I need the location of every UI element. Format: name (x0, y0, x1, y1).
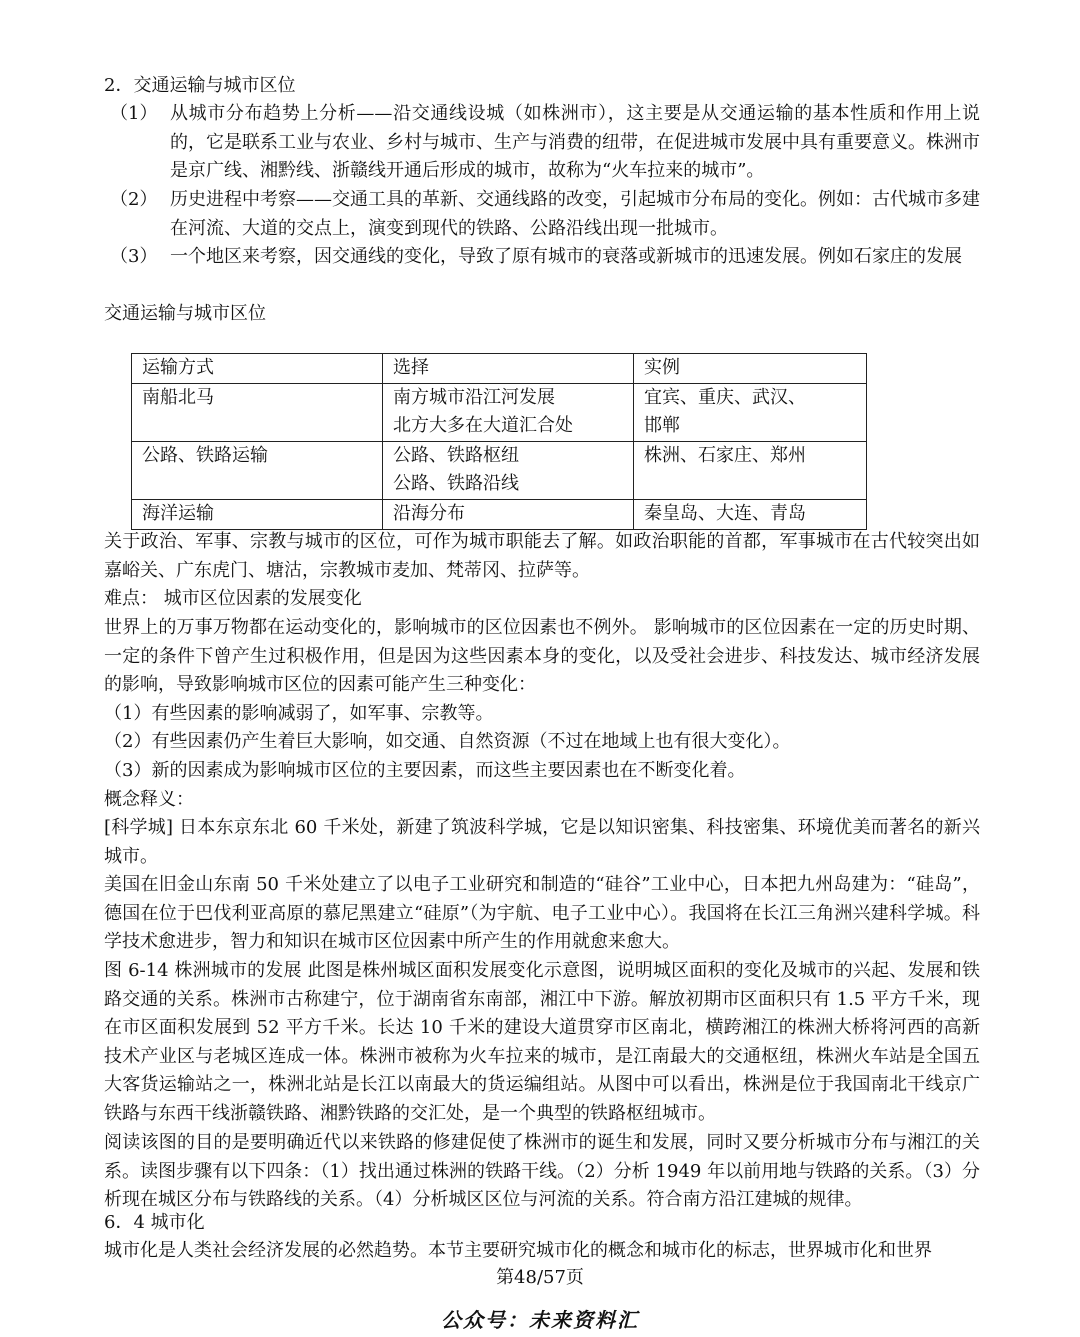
table-cell-mode (132, 383, 383, 441)
cell-text: 公路、铁路沿线 (393, 473, 519, 495)
table-row (132, 383, 867, 441)
cell-text: 邯郸 (644, 415, 680, 437)
paragraph-science-city: [科学城] 日本东京东北 60 千米处，新建了筑波科学城，它是以知识密集、科技密集、环境优美而著名的新兴城市。 (104, 817, 980, 867)
table-header-row (132, 354, 867, 384)
table-cell-mode (132, 441, 383, 499)
list-item-number: （3） (110, 246, 158, 267)
table-header-cell: 运输方式 (132, 354, 383, 384)
transport-location-table (131, 353, 867, 530)
list-item (104, 243, 980, 300)
section-heading: 6．4 城市化 (104, 1212, 205, 1233)
page-number: 第48/57页 (496, 1267, 584, 1288)
list-item (104, 100, 980, 186)
table-cell-choice (383, 441, 634, 499)
section-heading: 2．交通运输与城市区位 (104, 75, 296, 96)
list-item-number: （2） (110, 189, 158, 210)
cell-text: 秦皇岛、大连、青岛 (644, 502, 806, 524)
paragraph-reading: 阅读该图的目的是要明确近代以来铁路的修建促使了株洲市的诞生和发展，同时又要分析城市分布与湘江的关系。读图步骤有以下四条：（1）找出通过株洲的铁路干线。（2）分析 1949 年以前用地与铁路的关系。（3）分析现在城区分布与铁路线的关系。（4）分析城区区位与河流的关系。符合南方沿江建城的规律。 (104, 1132, 980, 1211)
cell-text: 宜宾、重庆、武汉、 (644, 386, 806, 408)
change-item: （1）有些因素的影响减弱了，如军事、宗教等。 (104, 703, 494, 724)
paragraph-urbanization: 城市化是人类社会经济发展的必然趋势。本节主要研究城市化的概念和城市化的标志，世界城市化和世界 (104, 1240, 932, 1261)
cell-text: 公路、铁路枢纽 (393, 444, 519, 466)
table-header-cell: 选择 (383, 354, 634, 384)
table-row (132, 499, 867, 529)
paragraph-figure: 图 6-14 株洲城市的发展 此图是株州城区面积发展变化示意图，说明城区面积的变化及城市的兴起、发展和铁路交通的关系。株洲市古称建宁，位于湖南省东南部，湘江中下游。解放初期市区面积只有 1.5 平方千米，现在市区面积发展到 52 平方千米。长达 10 千米的建设大道贯穿市区南北，横跨湘江的株洲大桥将河西的高新技术产业区与老城区连成一体。株洲市被称为火车拉来的城市，是江南最大的交通枢纽，株洲火车站是全国五大客货运输站之一，株洲北站是长江以南最大的货运编组站。从图中可以看出，株洲是位于我国南北干线京广铁路与东西干线浙赣铁路、湘黔铁路的交汇处，是一个典型的铁路枢纽城市。 (104, 960, 980, 1124)
table-cell-choice (383, 383, 634, 441)
table-row (132, 441, 867, 499)
change-item: （3）新的因素成为影响城市区位的主要因素，而这些主要因素也在不断变化着。 (104, 760, 746, 781)
cell-text: 南方城市沿江河发展 (393, 386, 555, 408)
concept-heading: 概念释义： (104, 789, 194, 810)
table-cell-example (634, 499, 867, 529)
table-header-cell: 实例 (634, 354, 867, 384)
cell-text: 株洲、石家庄、郑州 (644, 444, 806, 466)
change-item: （2）有些因素仍产生着巨大影响，如交通、自然资源（不过在地域上也有很大变化）。 (104, 731, 791, 752)
table-cell-mode (132, 499, 383, 529)
footer-brand: 公众号：未来资料汇 (441, 1308, 639, 1332)
list-item-text: 一个地区来考察，因交通线的变化，导致了原有城市的衰落或新城市的迅速发展。例如石家庄的发展 (170, 246, 962, 267)
paragraph-silicon: 美国在旧金山东南 50 千米处建立了以电子工业研究和制造的“硅谷”工业中心，日本把九州岛建为：“硅岛”，德国在位于巴伐利亚高原的慕尼黑建立“硅原”（为宇航、电子工业中心）。我国将在长江三角洲兴建科学城。科学技术愈进步，智力和知识在城市区位因素中所产生的作用就愈来愈大。 (104, 874, 980, 953)
list-item (104, 186, 980, 243)
table-cell-example (634, 441, 867, 499)
table-cell-choice (383, 499, 634, 529)
cell-text: 北方大多在大道汇合处 (393, 415, 573, 437)
table-title: 交通运输与城市区位 (104, 303, 266, 324)
paragraph-change-intro: 世界上的万事万物都在运动变化的，影响城市的区位因素也不例外。 影响城市的区位因素在一定的历史时期、一定的条件下曾产生过积极作用，但是因为这些因素本身的变化，以及受社会进步、科技发达、城市经济发展的影响，导致影响城市区位的因素可能产生三种变化： (104, 617, 980, 696)
difficulty-heading: 难点： 城市区位因素的发展变化 (104, 588, 362, 609)
paragraph-politics: 关于政治、军事、宗教与城市的区位，可作为城市职能去了解。如政治职能的首都，军事城市在古代较突出如嘉峪关、广东虎门、塘沽，宗教城市麦加、梵蒂冈、拉萨等。 (104, 531, 980, 581)
table-cell-example (634, 383, 867, 441)
list-item-text: 历史进程中考察——交通工具的革新、交通线路的改变，引起城市分布局的变化。例如：古代城市多建在河流、大道的交点上，演变到现代的铁路、公路沿线出现一批城市。 (170, 189, 980, 239)
cell-text: 南船北马 (142, 386, 214, 408)
cell-text: 海洋运输 (142, 502, 214, 524)
cell-text: 沿海分布 (393, 502, 465, 524)
cell-text: 公路、铁路运输 (142, 444, 268, 466)
list-item-number: （1） (110, 103, 158, 124)
list-item-text: 从城市分布趋势上分析——沿交通线设城（如株洲市），这主要是从交通运输的基本性质和作用上说的，它是联系工业与农业、乡村与城市、生产与消费的纽带，在促进城市发展中具有重要意义。株洲市是京广线、湘黔线、浙赣线开通后形成的城市，故称为“火车拉来的城市”。 (170, 103, 980, 182)
